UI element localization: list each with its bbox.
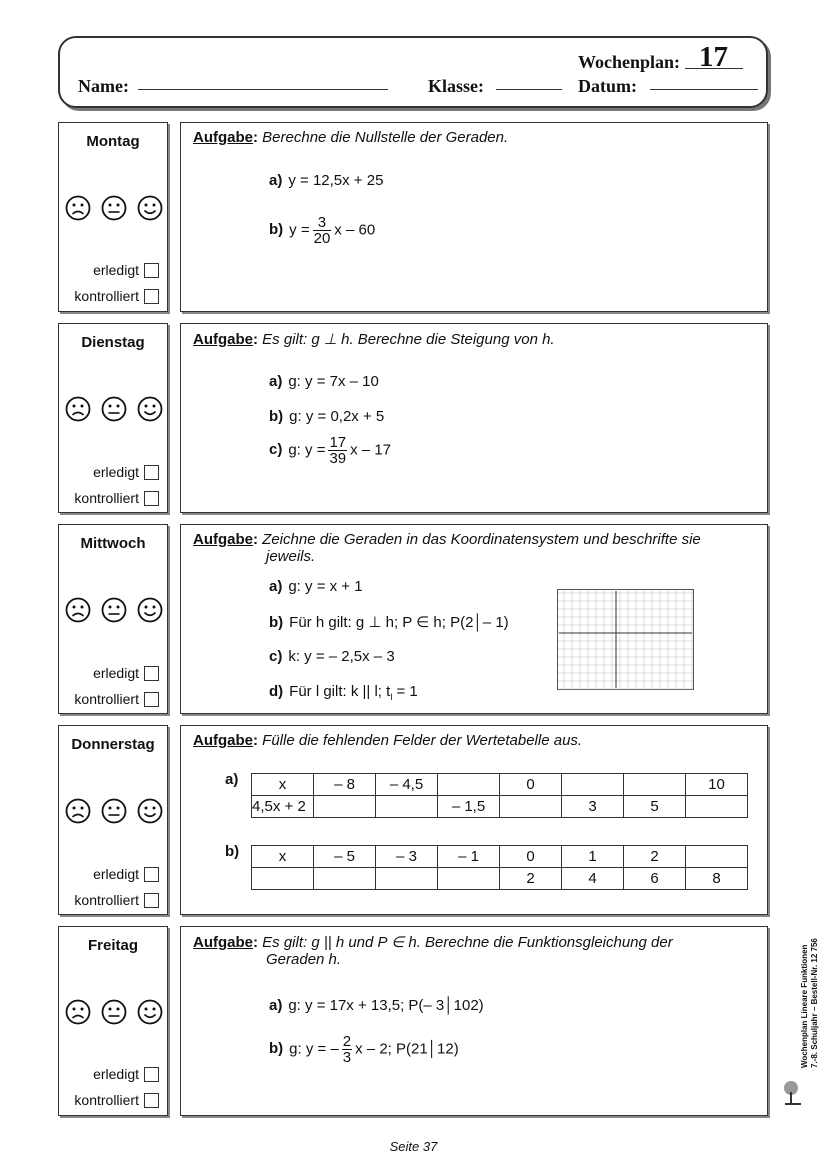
checked-checkbox[interactable] bbox=[144, 289, 159, 304]
task-label: Aufgabe bbox=[193, 732, 253, 749]
empty-cell[interactable] bbox=[500, 796, 562, 818]
day-box-montag bbox=[58, 122, 168, 312]
table-cell: 0 bbox=[500, 846, 562, 868]
table-cell: – 1 bbox=[438, 846, 500, 868]
table-cell: – 3 bbox=[376, 846, 438, 868]
value-table-b bbox=[251, 845, 748, 890]
exercise-d: d) Für l gilt: k || l; $t_l = 1$ bbox=[269, 683, 418, 702]
exercise-b: b) g: y = – $\frac{2}{3}$ x – 2; P(21│12) bbox=[269, 1033, 459, 1066]
sad-face-icon[interactable] bbox=[65, 798, 91, 824]
klasse-field[interactable] bbox=[496, 76, 562, 90]
task-box-montag: Aufgabe: Berechne die Nullstelle der Geraden. a) y = 12,5x + 25 b) y = $\frac{3}{20}$ x – 60 bbox=[180, 122, 768, 312]
day-box-donnerstag bbox=[58, 725, 168, 915]
done-checkbox[interactable] bbox=[144, 263, 159, 278]
task-text: Fülle die fehlenden Felder der Wertetabelle aus. bbox=[262, 732, 583, 749]
wochenplan-title: Wochenplan: 17 bbox=[578, 46, 743, 73]
exercise-b: b) Für h gilt: g ⊥ h; P ∈ h; P(2│– 1) bbox=[269, 614, 509, 631]
exercise-a: a) y = 12,5x + 25 bbox=[269, 172, 384, 189]
neutral-face-icon[interactable] bbox=[101, 798, 127, 824]
smiley-rating bbox=[65, 798, 165, 828]
fraction: $\frac{3}{20}$ bbox=[313, 214, 331, 247]
klasse-label: Klasse: bbox=[428, 76, 484, 96]
fraction: $\frac{17}{39}$ bbox=[329, 434, 347, 467]
done-check[interactable]: erledigt bbox=[93, 866, 159, 882]
task-box-mittwoch: Aufgabe: Zeichne die Geraden in das Koordinatensystem und beschrifte sie jeweils. a) g: y = x + 1 b) Für h gilt: g ⊥ h; P ∈ h; P(2│– 1) c) k: y = – 2,5x – 3 d) Für l gilt: k || l; $t_l = 1$ bbox=[180, 524, 768, 714]
table-cell: 10 bbox=[686, 774, 748, 796]
smiley-rating bbox=[65, 396, 165, 426]
checked-check[interactable]: kontrolliert bbox=[74, 1092, 159, 1108]
table-b-label: b) bbox=[225, 843, 240, 860]
done-check[interactable]: erledigt bbox=[93, 262, 159, 278]
header-box bbox=[58, 36, 768, 108]
task-box-dienstag: Aufgabe: Es gilt: g ⊥ h. Berechne die Steigung von h. a) g: y = 7x – 10 b) g: y = 0,2x + 5 c) g: y = $\frac{17}{39}$ x – 17 bbox=[180, 323, 768, 513]
sad-face-icon[interactable] bbox=[65, 999, 91, 1025]
table-row bbox=[252, 796, 748, 818]
done-check[interactable]: erledigt bbox=[93, 1066, 159, 1082]
task-text: Es gilt: g || h und P ∈ h. Berechne die Funktionsgleichung der bbox=[262, 934, 673, 951]
table-cell: – 1,5 bbox=[438, 796, 500, 818]
table-cell: x bbox=[252, 846, 314, 868]
table-cell: 2 bbox=[624, 846, 686, 868]
empty-cell[interactable] bbox=[562, 774, 624, 796]
task-text: Zeichne die Geraden in das Koordinatensystem und beschrifte sie bbox=[262, 531, 701, 548]
exercise-b: b) y = $\frac{3}{20}$ x – 60 bbox=[269, 214, 376, 247]
empty-cell[interactable] bbox=[376, 868, 438, 890]
empty-cell[interactable] bbox=[624, 774, 686, 796]
checked-checkbox[interactable] bbox=[144, 1093, 159, 1108]
table-cell: 3 bbox=[562, 796, 624, 818]
table-cell: – 4,5 bbox=[376, 774, 438, 796]
sad-face-icon[interactable] bbox=[65, 396, 91, 422]
coordinate-grid[interactable] bbox=[557, 589, 694, 690]
exercise-c: c) g: y = $\frac{17}{39}$ x – 17 bbox=[269, 434, 392, 467]
task-label: Aufgabe bbox=[193, 331, 253, 348]
table-cell: – 8 bbox=[314, 774, 376, 796]
empty-cell[interactable] bbox=[252, 868, 314, 890]
done-checkbox[interactable] bbox=[144, 1067, 159, 1082]
done-check[interactable]: erledigt bbox=[93, 665, 159, 681]
table-cell: x bbox=[252, 774, 314, 796]
publisher-logo-icon bbox=[781, 1078, 805, 1108]
table-cell: 6 bbox=[624, 868, 686, 890]
smiley-rating bbox=[65, 999, 165, 1029]
fraction: $\frac{2}{3}$ bbox=[342, 1033, 352, 1066]
task-label: Aufgabe bbox=[193, 531, 253, 548]
exercise-c: c) k: y = – 2,5x – 3 bbox=[269, 648, 395, 665]
table-row bbox=[252, 868, 748, 890]
empty-cell[interactable] bbox=[376, 796, 438, 818]
empty-cell[interactable] bbox=[314, 796, 376, 818]
neutral-face-icon[interactable] bbox=[101, 597, 127, 623]
checked-checkbox[interactable] bbox=[144, 491, 159, 506]
day-name: Mittwoch bbox=[80, 535, 146, 552]
table-cell: 2 bbox=[500, 868, 562, 890]
table-cell: 1 bbox=[562, 846, 624, 868]
exercise-a: a) g: y = x + 1 bbox=[269, 578, 363, 595]
happy-face-icon[interactable] bbox=[137, 798, 163, 824]
happy-face-icon[interactable] bbox=[137, 597, 163, 623]
checked-check[interactable]: kontrolliert bbox=[74, 288, 159, 304]
table-row bbox=[252, 774, 748, 796]
day-name: Dienstag bbox=[81, 334, 145, 351]
name-field[interactable] bbox=[138, 76, 388, 90]
day-box-dienstag bbox=[58, 323, 168, 513]
neutral-face-icon[interactable] bbox=[101, 999, 127, 1025]
task-box-donnerstag: Aufgabe: Fülle die fehlenden Felder der Wertetabelle aus. a) x – 8 – 4,5 0 10 4,5x + 2 – 1,5 3 5 b) x – 5 – 3 – 1 0 1 2 2 4 6 8 bbox=[180, 725, 768, 915]
name-label: Name: bbox=[78, 76, 129, 96]
neutral-face-icon[interactable] bbox=[101, 195, 127, 221]
day-name: Freitag bbox=[87, 937, 138, 954]
task-label: Aufgabe bbox=[193, 129, 253, 146]
value-table-a bbox=[251, 773, 748, 818]
day-name: Donnerstag bbox=[71, 736, 155, 753]
table-a-label: a) bbox=[225, 771, 239, 788]
day-box-freitag bbox=[58, 926, 168, 1116]
checked-check[interactable]: kontrolliert bbox=[74, 691, 159, 707]
task-text: Berechne die Nullstelle der Geraden. bbox=[262, 129, 509, 146]
checked-checkbox[interactable] bbox=[144, 692, 159, 707]
done-checkbox[interactable] bbox=[144, 465, 159, 480]
task-text-line2: jeweils. bbox=[266, 548, 316, 565]
sad-face-icon[interactable] bbox=[65, 195, 91, 221]
task-text-line2: Geraden h. bbox=[266, 951, 342, 968]
task-label: Aufgabe bbox=[193, 934, 253, 951]
empty-cell[interactable] bbox=[438, 774, 500, 796]
page-number: Seite 37 bbox=[389, 1139, 438, 1154]
day-name: Montag bbox=[86, 133, 140, 150]
table-cell: 8 bbox=[686, 868, 748, 890]
happy-face-icon[interactable] bbox=[137, 195, 163, 221]
exercise-b: b) g: y = 0,2x + 5 bbox=[269, 408, 385, 425]
task-text: Es gilt: g ⊥ h. Berechne die Steigung von h. bbox=[262, 331, 555, 348]
checked-check[interactable]: kontrolliert bbox=[74, 892, 159, 908]
checked-check[interactable]: kontrolliert bbox=[74, 490, 159, 506]
datum-field[interactable] bbox=[650, 76, 758, 90]
day-box-mittwoch bbox=[58, 524, 168, 714]
wochenplan-number: 17 bbox=[685, 46, 743, 69]
done-checkbox[interactable] bbox=[144, 666, 159, 681]
datum-label: Datum: bbox=[578, 76, 637, 96]
happy-face-icon[interactable] bbox=[137, 396, 163, 422]
exercise-a: a) g: y = 17x + 13,5; P(– 3│102) bbox=[269, 997, 484, 1014]
empty-cell[interactable] bbox=[686, 846, 748, 868]
done-checkbox[interactable] bbox=[144, 867, 159, 882]
checked-checkbox[interactable] bbox=[144, 893, 159, 908]
smiley-rating bbox=[65, 195, 165, 225]
table-cell: 0 bbox=[500, 774, 562, 796]
task-box-freitag: Aufgabe: Es gilt: g || h und P ∈ h. Berechne die Funktionsgleichung der Geraden h. a) g: y = 17x + 13,5; P(– 3│102) b) g: y = – $\frac{2}{3}$ x – 2; P(21│12) bbox=[180, 926, 768, 1116]
empty-cell[interactable] bbox=[314, 868, 376, 890]
table-row bbox=[252, 846, 748, 868]
neutral-face-icon[interactable] bbox=[101, 396, 127, 422]
sad-face-icon[interactable] bbox=[65, 597, 91, 623]
table-cell: – 5 bbox=[314, 846, 376, 868]
happy-face-icon[interactable] bbox=[137, 999, 163, 1025]
empty-cell[interactable] bbox=[438, 868, 500, 890]
empty-cell[interactable] bbox=[686, 796, 748, 818]
publisher-info: Wochenplan Lineare Funktionen 7.-8. Schuljahr – Bestell-Nr. 12 756 bbox=[800, 938, 819, 1068]
smiley-rating bbox=[65, 597, 165, 627]
table-cell: 4 bbox=[562, 868, 624, 890]
done-check[interactable]: erledigt bbox=[93, 464, 159, 480]
table-cell: 5 bbox=[624, 796, 686, 818]
table-cell: 4,5x + 2 bbox=[252, 796, 314, 818]
exercise-a: a) g: y = 7x – 10 bbox=[269, 373, 379, 390]
